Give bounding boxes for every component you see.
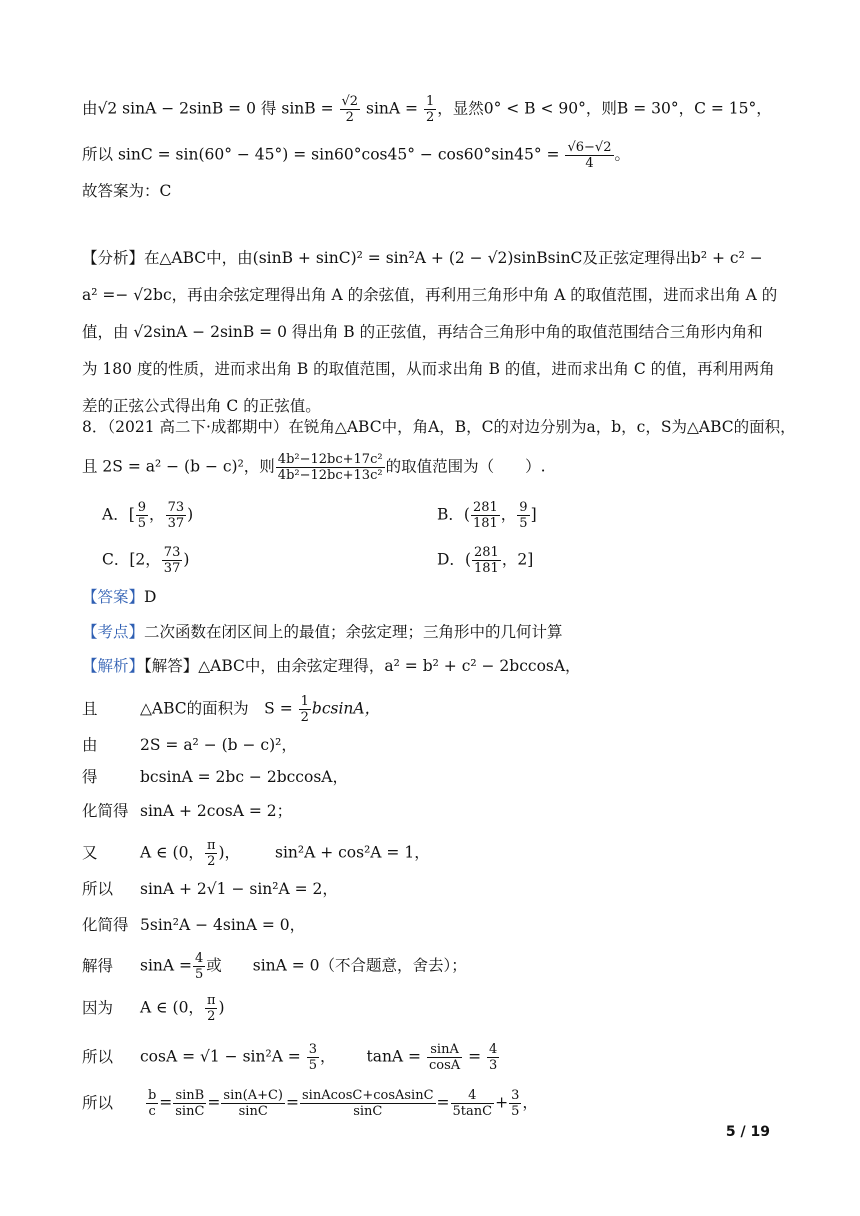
kaodian-tag: 【考点】 (82, 623, 145, 641)
step-5: 又 A ∈ (0， $\frac{\pi}{2}$ )， sin²A + cos²A = 1， (82, 838, 430, 869)
option-c[interactable]: C．[2， $\frac{73}{37}$ ) (102, 545, 190, 576)
question-8-condition: 且 2S = a² − (b − c)²，则 $\frac{\text{4b²−12bc+17c²}}{\text{4b²−12bc+13c²}}$ 的取值范围为（ ）. (82, 452, 546, 483)
step-3: 得 bcsinA = 2bc − 2bccosA， (82, 768, 348, 786)
prev-line-1: 由√2 sinA − 2sinB = 0 得 sinB = $\frac{√2}{2}$ sinA = $\frac{1}{2}$ ，显然0° < B < 90°，则B = 30°，C = 15°， (82, 94, 772, 125)
jiexi-line: 【解析】【解答】△ABC中，由余弦定理得，a² = b² + c² − 2bccosA， (82, 657, 581, 675)
step-9: 因为 A ∈ (0， $\frac{\pi}{2}$ ) (82, 993, 225, 1024)
option-b[interactable]: B．( $\frac{281}{181}$ ， $\frac{9}{5}$ ] (437, 500, 537, 531)
step-10: 所以 cosA = √1 − sin²A = $\frac{3}{5}$ ， tanA = $\frac{\sin A}{\cos A}$ = $\frac{4}{3}$ (82, 1042, 498, 1073)
kaodian-line: 【考点】二次函数在闭区间上的最值；余弦定理；三角形中的几何计算 (82, 623, 563, 641)
page-number: 5 / 19 (725, 1124, 770, 1140)
analysis-paragraph (82, 240, 778, 425)
jiexi-tag: 【解析】 (82, 657, 145, 675)
option-d[interactable]: D．( $\frac{281}{181}$ ，2] (437, 545, 534, 576)
step-6: 所以 sinA + 2√1 − sin²A = 2， (82, 880, 338, 898)
step-1: 且 △ABC的面积为 S = $\frac{1}{2}$ bcsinA， (82, 694, 381, 725)
analysis-text: 在△ABC中，由(sinB + sinC)² = sin²A + (2 − √2)sinBsinC及正弦定理得出b² + c² − a² =− √2bc，再由余弦定理得出角 A 的余弦值，再利用三角形中角 A 的取值范围，进而求出角 A 的值，由 √2sinA − 2sinB = 0 得出角 B 的正弦值，再结合三角形中角的取值范围结合三角形内角和为 180 度的性质，进而求出角 B 的取值范围，从而求出角 B 的值，进而求出角 C 的值，再利用两角差的正弦公式得出角 C 的正弦值。 (82, 249, 778, 415)
option-a[interactable]: A．[ $\frac{9}{5}$ ， $\frac{73}{37}$ ) (102, 500, 194, 531)
step-2: 由 2S = a² − (b − c)²， (82, 736, 297, 754)
answer-line (82, 586, 156, 608)
step-7: 化简得 5sin²A − 4sinA = 0， (82, 916, 306, 934)
prev-line-2: 所以 sinC = sin(60° − 45°) = sin60°cos45° − cos60°sin45° = $\frac{√6-√2}{4}$ 。 (82, 140, 631, 171)
analysis-tag: 【分析】 (82, 249, 145, 267)
question-8-heading: 8．（2021 高二下·成都期中）在锐角△ABC中，角A，B，C的对边分别为a，b，c，S为△ABC的面积， (82, 418, 796, 436)
step-4: 化简得 sinA + 2cosA = 2； (82, 802, 293, 820)
prev-answer-line: 故答案为：C (82, 182, 172, 200)
answer-tag: 【答案】 (82, 588, 145, 606)
step-11: 所以 $\frac{b}{c}$ = $\frac{\sin B}{\sin C}$ = $\frac{\sin(A+C)}{\sin C}$ = $\frac{\text{sinAcosC+cosAsinC}}{\sin C}$ = $\frac{4}{5\tan C}$ + $\frac{3}{5}$ ， (82, 1088, 538, 1119)
answer-value: D (144, 588, 157, 606)
step-8: 解得 sinA = $\frac{4}{5}$ 或 sinA = 0（不合题意，舍去）； (82, 951, 467, 982)
